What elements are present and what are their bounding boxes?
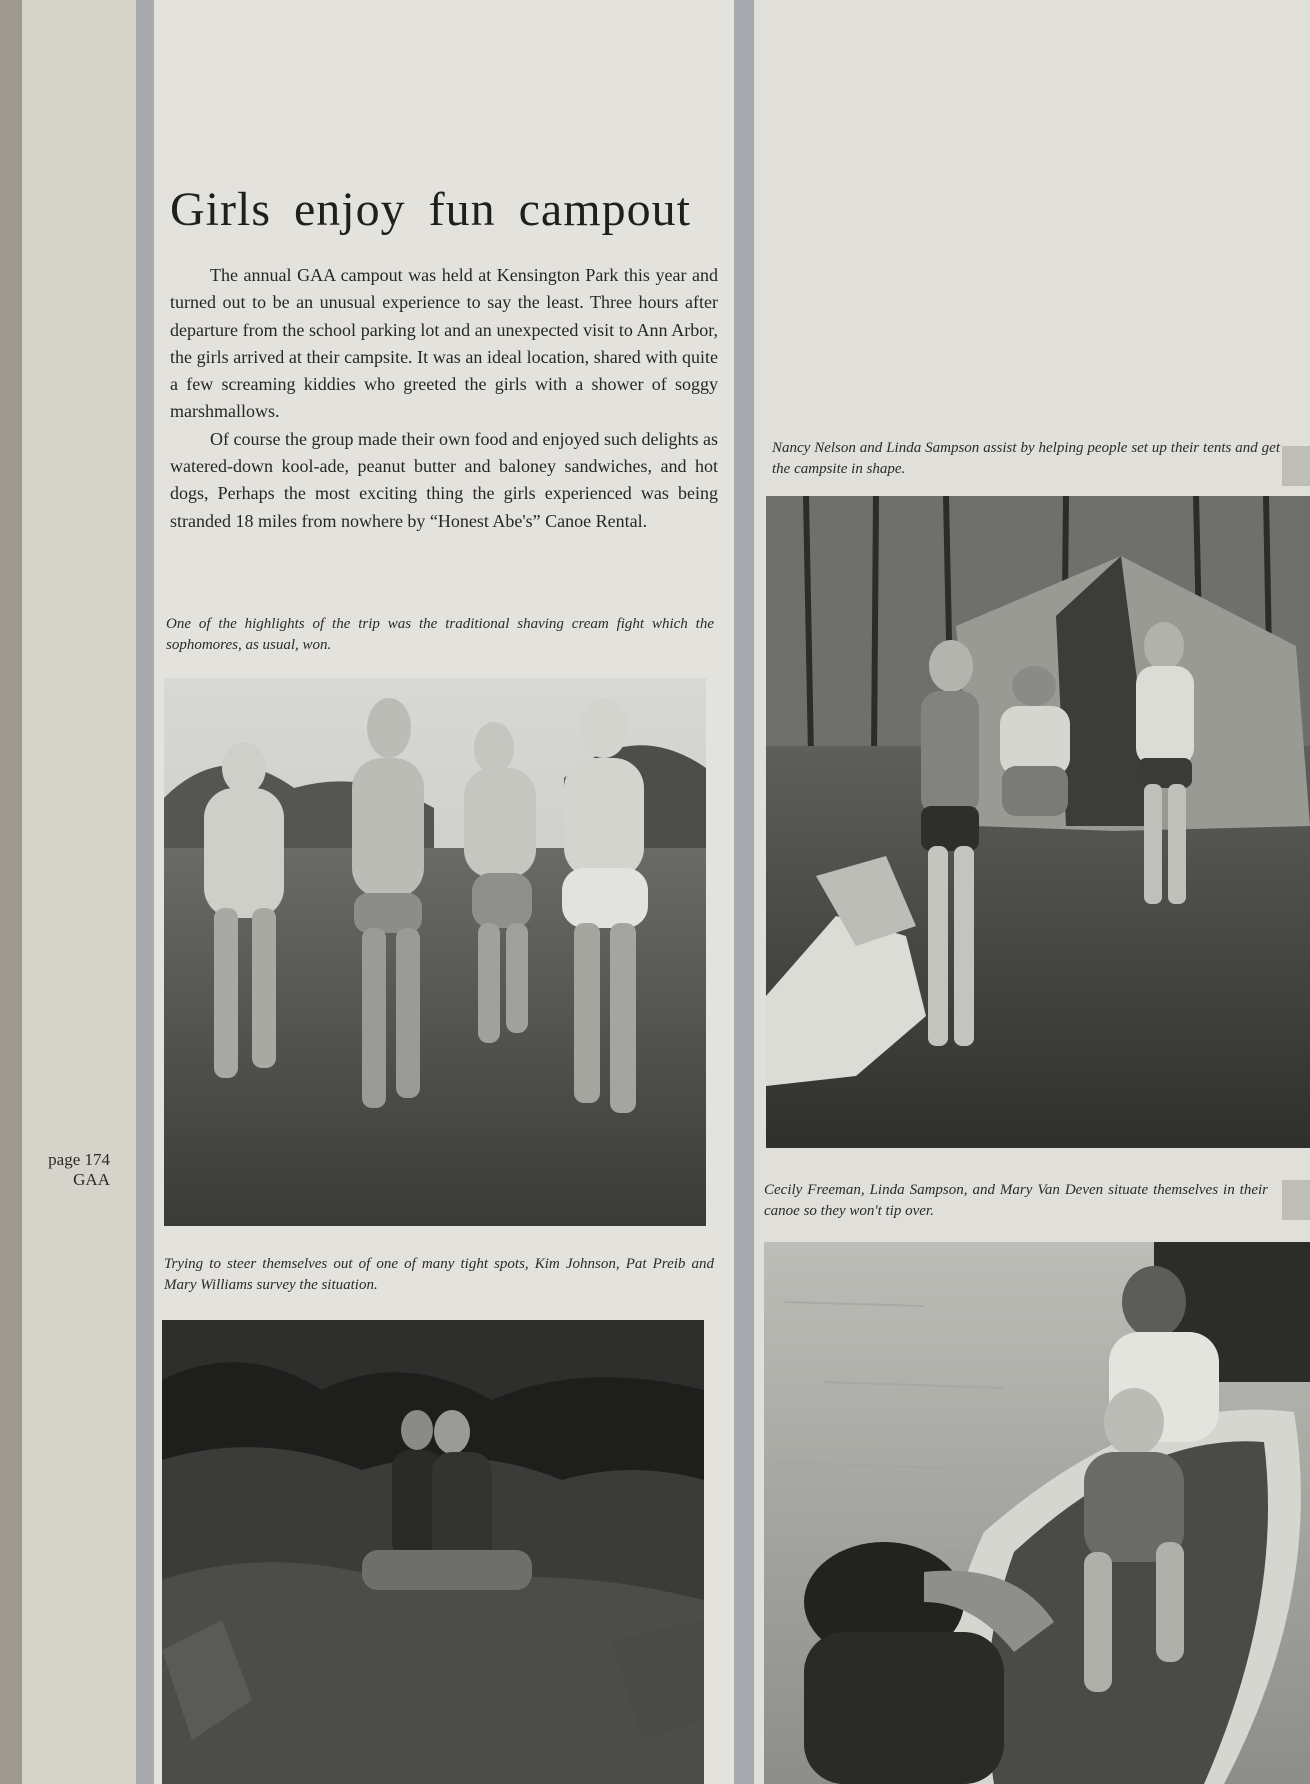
- page-number: page 174: [48, 1150, 110, 1169]
- section-name: GAA: [73, 1170, 110, 1189]
- photo-shaving-cream-fight: [164, 678, 706, 1226]
- photo-canoe-tight-spot: [162, 1320, 704, 1784]
- article-body: [170, 262, 718, 535]
- caption-shaving-cream: One of the highlights of the trip was the traditional shaving cream fight which the sophomores, as usual, won.: [166, 616, 714, 653]
- article-paragraph-2: Of course the group made their own food and enjoyed such delights as watered-down kool-ade, peanut butter and baloney sandwiches, and hot dogs, Perhaps the most exciting thing the girls experienced was being stranded 18 miles from nowhere by “Honest Abe's” Canoe Rental.: [170, 428, 718, 531]
- caption-tents: Nancy Nelson and Linda Sampson assist by helping people set up their tents and get the campsite in shape.: [772, 440, 1280, 477]
- caption-steer: Trying to steer themselves out of one of many tight spots, Kim Johnson, Pat Preib and Mary Williams survey the situation.: [164, 1256, 714, 1293]
- article-paragraph-1: The annual GAA campout was held at Kensington Park this year and turned out to be an unusual experience to say the least. Three hours after departure from the school parking lot and an unexpected visit to Ann Arbor, the girls arrived at their campsite. It was an ideal location, shared with quite a few screaming kiddies who greeted the girls with a shower of soggy marshmallows.: [170, 265, 718, 422]
- center-gray-stripe: [734, 0, 754, 1784]
- photo-tent-setup: [766, 496, 1310, 1148]
- caption-canoe: Cecily Freeman, Linda Sampson, and Mary Van Deven situate themselves in their canoe so they won't tip over.: [764, 1182, 1268, 1219]
- page-edge: [0, 0, 22, 1784]
- left-gray-stripe: [136, 0, 154, 1784]
- edge-tab-upper: [1282, 446, 1310, 486]
- page-number-label: [20, 1150, 110, 1190]
- photo-canoe: [764, 1242, 1310, 1784]
- article-title: Girls enjoy fun campout: [170, 183, 691, 236]
- edge-tab-lower: [1282, 1180, 1310, 1220]
